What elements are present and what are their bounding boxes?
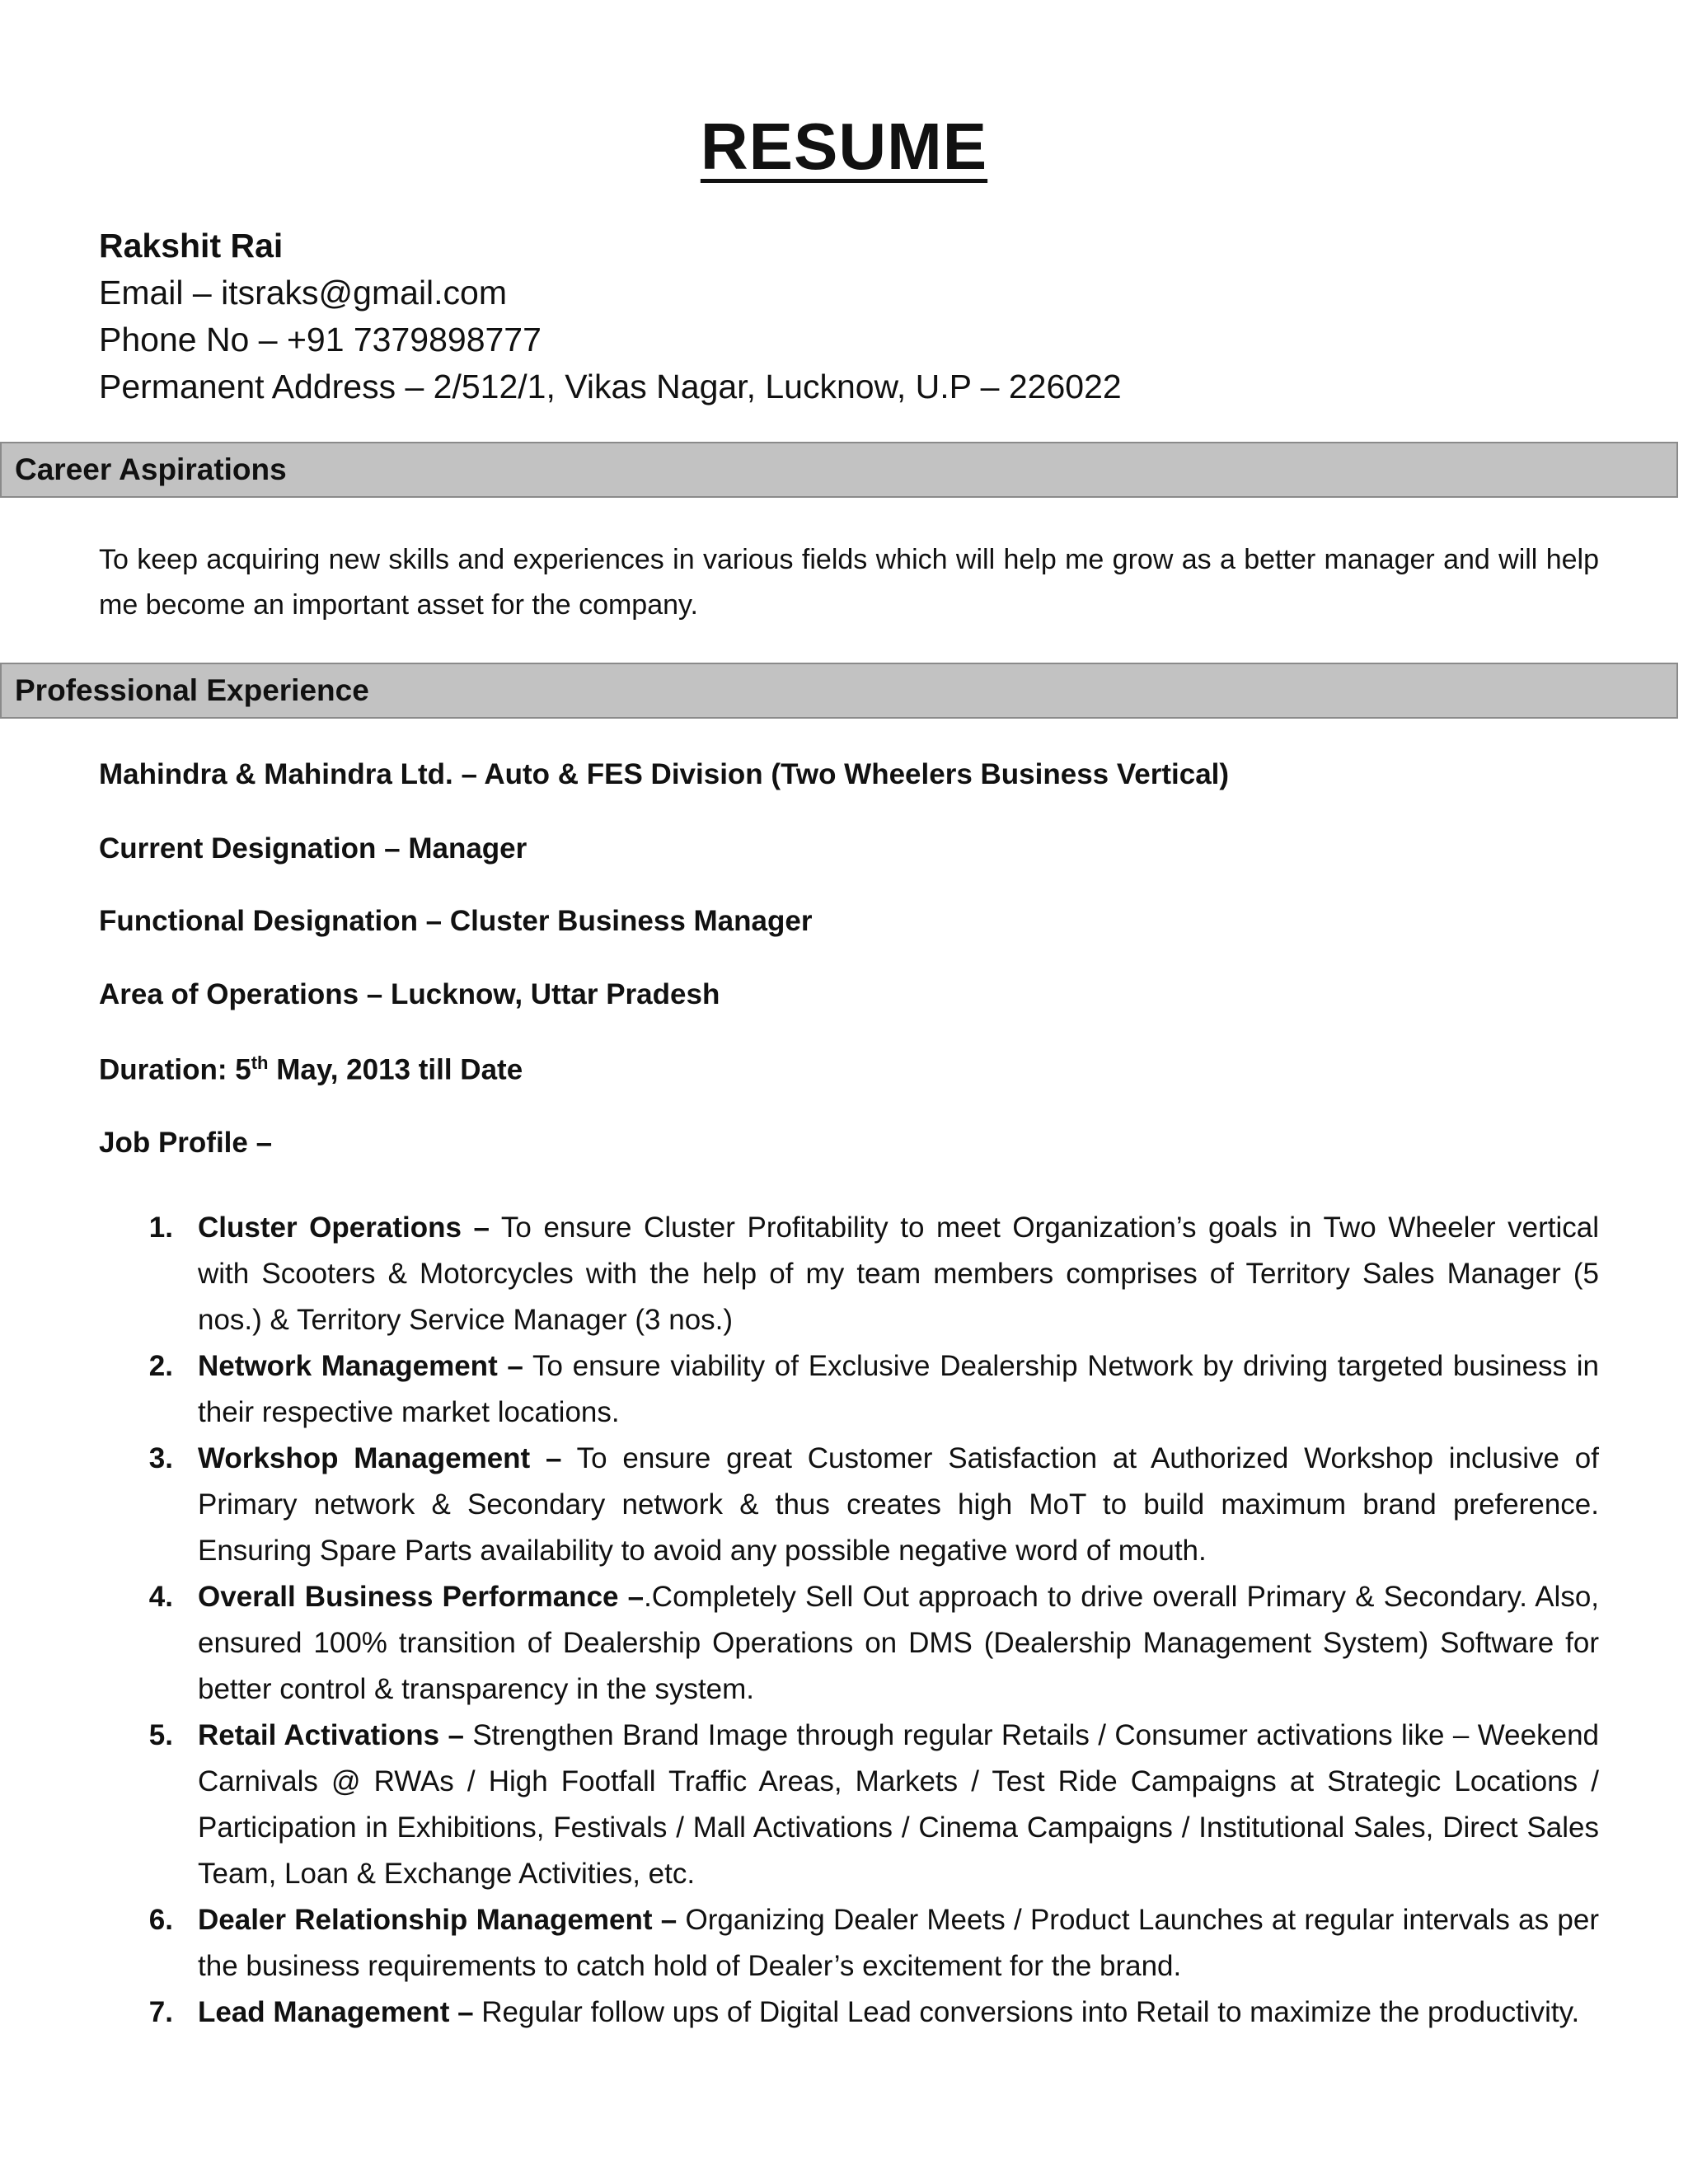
job-profile-heading: Job Profile – [99, 1127, 273, 1159]
list-item-title: Retail Activations – [198, 1719, 464, 1751]
list-number: 6. [148, 1904, 173, 1936]
list-item-title: Workshop Management – [198, 1442, 562, 1474]
list-item-body: To ensure viability of Exclusive Dealership Network by driving targeted business in their respective market locations. [198, 1350, 1599, 1428]
list-text [198, 1343, 1599, 1436]
duration-prefix: Duration: 5 [99, 1053, 251, 1086]
list-number: 1. [148, 1212, 173, 1244]
contact-block [99, 223, 1582, 410]
list-item [99, 1205, 1599, 1343]
list-item-body: Regular follow ups of Digital Lead conversions into Retail to maximize the productivity. [473, 1996, 1580, 2028]
list-item [99, 1713, 1599, 1897]
area-line: Area of Operations – Lucknow, Uttar Pradesh [99, 978, 720, 1010]
list-number: 7. [148, 1996, 173, 2028]
list-item [99, 1574, 1599, 1713]
list-number: 3. [148, 1442, 173, 1474]
list-item-title: Network Management – [198, 1350, 523, 1382]
list-number: 4. [148, 1581, 173, 1613]
list-text [198, 1713, 1599, 1897]
list-text [198, 1897, 1599, 1990]
list-item-body: To ensure great Customer Satisfaction at Authorized Workshop inclusive of Primary network & Secondary network & thus creates high MoT to build maximum brand preference. Ensuring Spare Parts availability to avoid any possible negative word of mouth. [198, 1442, 1599, 1567]
list-text [198, 1436, 1599, 1574]
address-line: Permanent Address – 2/512/1, Vikas Nagar, Lucknow, U.P – 226022 [99, 368, 1122, 405]
duration-suffix: May, 2013 till Date [268, 1053, 523, 1086]
list-item [99, 1343, 1599, 1436]
list-item [99, 1436, 1599, 1574]
duration-line [99, 1052, 1582, 1087]
company-line: Mahindra & Mahindra Ltd. – Auto & FES Division (Two Wheelers Business Vertical) [99, 758, 1230, 790]
functional-designation-line: Functional Designation – Cluster Business Manager [99, 905, 813, 937]
list-item [99, 1990, 1599, 2036]
list-text [198, 1205, 1599, 1343]
list-text [198, 1990, 1599, 2036]
professional-experience-heading: Professional Experience [0, 663, 1678, 719]
list-text [198, 1574, 1599, 1713]
phone-line: Phone No – +91 7379898777 [99, 321, 542, 359]
list-item-title: Cluster Operations – [198, 1212, 490, 1244]
list-item-body: Strengthen Brand Image through regular Retails / Consumer activations like – Weekend Carnivals @ RWAs / High Footfall Traffic Areas, Markets / Test Ride Campaigns at Strategic Locations / Participation in Exhibitions, Festivals / Mall Activations / Cinema Campaigns / Institutional Sales, Direct Sales Team, Loan & Exchange Activities, etc. [198, 1719, 1599, 1890]
list-number: 5. [148, 1719, 173, 1751]
list-item-body: To ensure Cluster Profitability to meet Organization’s goals in Two Wheeler vertical with Scooters & Motorcycles with the help of my team members comprises of Territory Sales Manager (5 nos.) & Territory Service Manager (3 nos.) [198, 1212, 1599, 1336]
job-profile-list [99, 1205, 1599, 2036]
duration-sup: th [251, 1052, 269, 1073]
list-item-title: Overall Business Performance – [198, 1581, 645, 1613]
list-item-title: Dealer Relationship Management – [198, 1904, 678, 1936]
list-item-body: .Completely Sell Out approach to drive overall Primary & Secondary. Also, ensured 100% transition of Dealership Operations on DMS (Dealership Management System) Software for better control & transparency in the system. [198, 1581, 1600, 1705]
list-number: 2. [148, 1350, 173, 1382]
email-line: Email – itsraks@gmail.com [99, 274, 508, 312]
list-item [99, 1897, 1599, 1990]
list-item-title: Lead Management – [198, 1996, 474, 2028]
page-title: RESUME [700, 110, 988, 183]
career-aspirations-heading: Career Aspirations [0, 442, 1678, 498]
candidate-name: Rakshit Rai [99, 227, 284, 265]
career-aspirations-text: To keep acquiring new skills and experiences in various fields which will help me grow as a better manager and will help me become an important asset for the company. [99, 544, 1599, 621]
list-item-body: Organizing Dealer Meets / Product Launches at regular intervals as per the business requirements to catch hold of Dealer’s excitement for the brand. [198, 1904, 1599, 1982]
designation-line: Current Designation – Manager [99, 832, 528, 865]
